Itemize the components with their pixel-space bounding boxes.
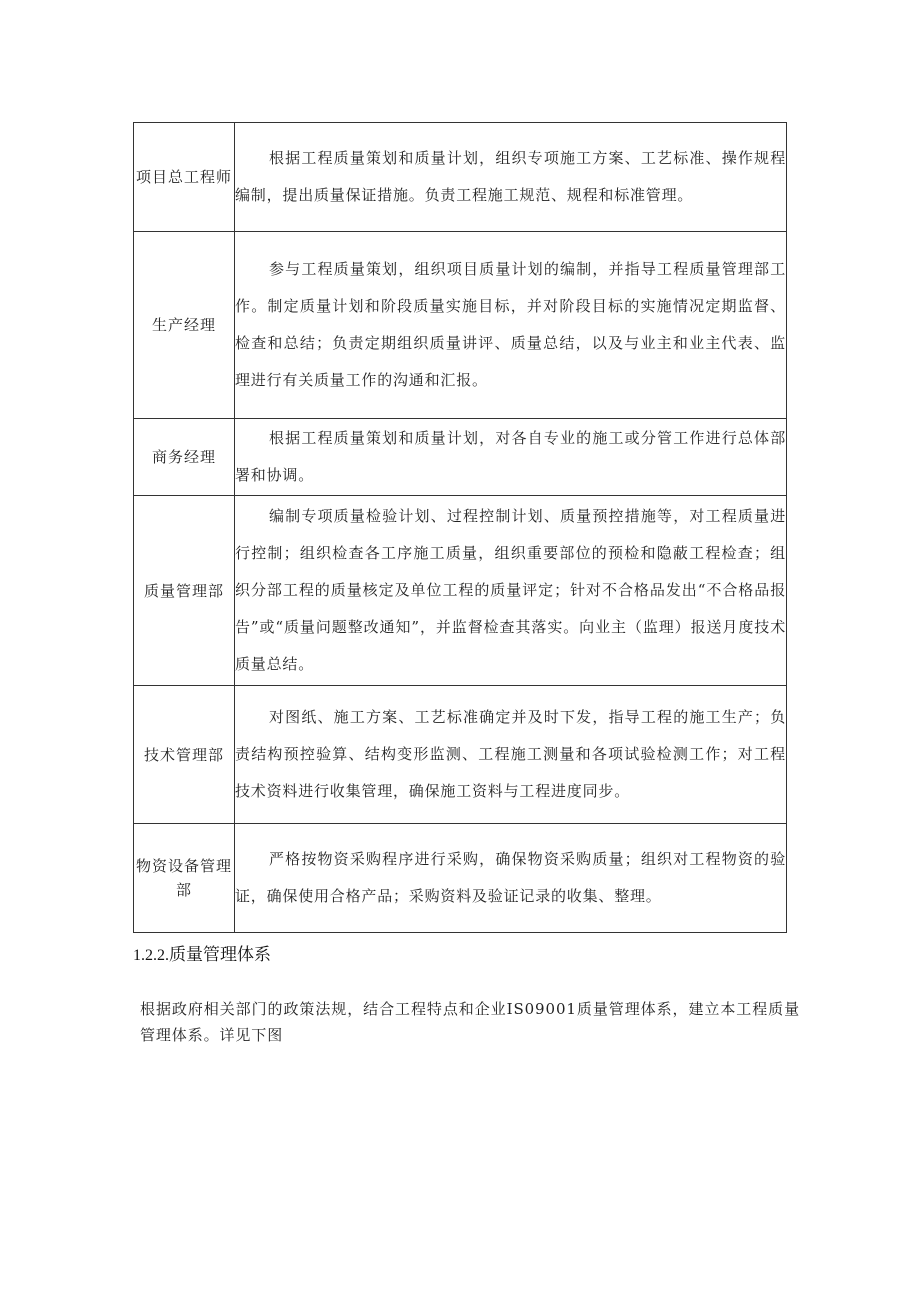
description-cell: [235, 824, 787, 933]
table-row: [134, 686, 787, 824]
description-text: 根据工程质量策划和质量计划，组织专项施工方案、工艺标准、操作规程编制，提出质量保证措施。负责工程施工规范、规程和标准管理。: [235, 149, 786, 204]
table-row: [134, 496, 787, 686]
responsibility-table: [133, 122, 787, 933]
description-cell: [235, 123, 787, 232]
table-row: [134, 123, 787, 232]
description-text: 根据工程质量策划和质量计划，对各自专业的施工或分管工作进行总体部署和协调。: [235, 429, 786, 484]
section-heading: [133, 940, 271, 965]
description-text: 参与工程质量策划，组织项目质量计划的编制，并指导工程质量管理部工作。制定质量计划和阶段质量实施目标，并对阶段目标的实施情况定期监督、检查和总结；负责定期组织质量讲评、质量总结，以及与业主和业主代表、监理进行有关质量工作的沟通和汇报。: [235, 260, 786, 389]
description-cell: [235, 232, 787, 419]
description-text: 编制专项质量检验计划、过程控制计划、质量预控措施等，对工程质量进行控制；组织检查各工序施工质量，组织重要部位的预检和隐蔽工程检查；组织分部工程的质量核定及单位工程的质量评定；针对不合格品发出“不合格品报告”或“质量问题整改通知”，并监督检查其落实。向业主（监理）报送月度技术质量总结。: [235, 507, 786, 673]
role-cell: 物资设备管理部: [134, 824, 235, 933]
body-paragraph: 根据政府相关部门的政策法规，结合工程特点和企业IS09001质量管理体系，建立本工程质量管理体系。详见下图: [140, 1000, 800, 1044]
description-cell: [235, 686, 787, 824]
role-cell: 质量管理部: [134, 496, 235, 686]
table-row: [134, 419, 787, 496]
role-cell: 商务经理: [134, 419, 235, 496]
section-number: 1.2.2.: [133, 947, 169, 964]
description-text: 严格按物资采购程序进行采购，确保物资采购质量；组织对工程物资的验证，确保使用合格产品；采购资料及验证记录的收集、整理。: [235, 850, 786, 905]
section-title: 质量管理体系: [169, 945, 271, 965]
role-cell: 项目总工程师: [134, 123, 235, 232]
description-text: 对图纸、施工方案、工艺标准确定并及时下发，指导工程的施工生产；负责结构预控验算、结构变形监测、工程施工测量和各项试验检测工作；对工程技术资料进行收集管理，确保施工资料与工程进度同步。: [235, 708, 786, 800]
role-cell: 生产经理: [134, 232, 235, 419]
table-row: [134, 824, 787, 933]
table-row: [134, 232, 787, 419]
description-cell: [235, 496, 787, 686]
role-cell: 技术管理部: [134, 686, 235, 824]
description-cell: [235, 419, 787, 496]
